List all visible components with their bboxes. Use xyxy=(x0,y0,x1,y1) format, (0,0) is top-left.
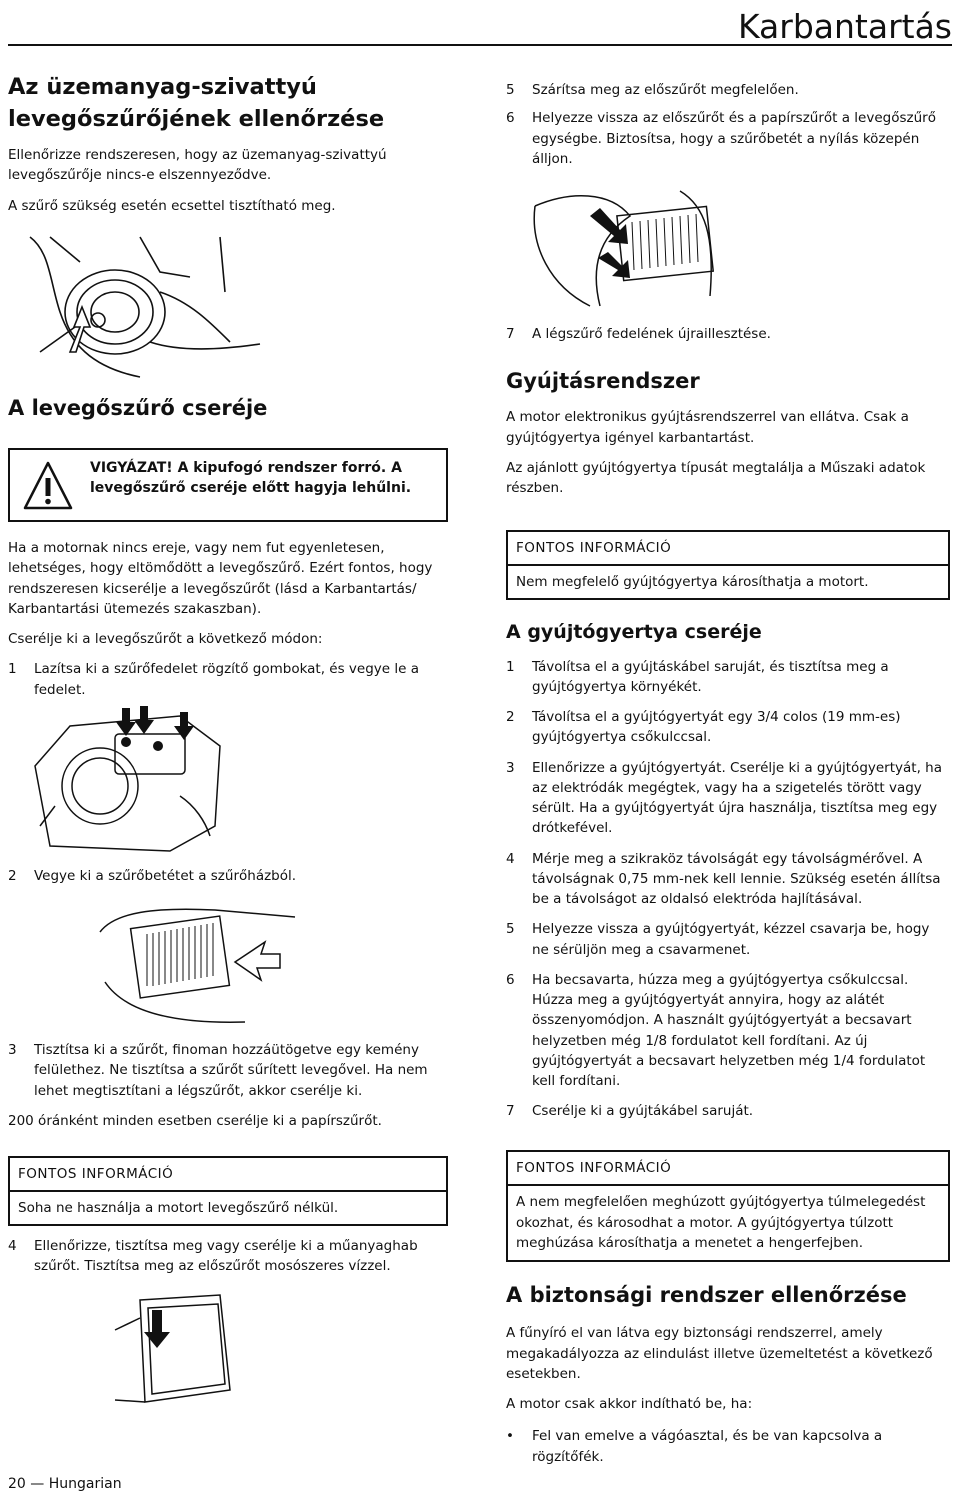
paragraph: Ellenőrizze rendszeresen, hogy az üzemanyag-szivattyú levegőszűrője nincs-e elszennyeződve. xyxy=(8,147,387,184)
step-text: Mérje meg a szikraköz távolságát egy távolságmérővel. A távolságnak 0,75 mm-nek kell lennie. Szükség esetén állítsa be a távolságot az oldalsó elektróda hajlításával. xyxy=(532,850,941,908)
filter-element-illustration xyxy=(95,902,305,1027)
info-box-title: FONTOS INFORMÁCIÓ xyxy=(18,1166,174,1182)
section-safety-system xyxy=(506,1282,950,1467)
section-title-ignition: Gyújtásrendszer xyxy=(506,369,700,393)
step-text: Helyezze vissza az előszűrőt és a papírszűrőt a levegőszűrő egységbe. Biztosítsa, hogy a szűrőbetét a nyílás közepén álljon. xyxy=(532,110,936,167)
steps-5-6-block xyxy=(506,80,950,169)
step-text: Ha becsavarta, húzza meg a gyújtógyertya csőkulccsal. Húzza meg a gyújtógyertyát annyira, hogy az alátét összenyomódjon. A használt gyújtógyertyát a becsavart helyzetben még 1/8 fordulatot kell fordítani. Az új gyújtógyertyát a becsavart helyzetben még 1/4 fordulatot kell fordítani. xyxy=(532,971,926,1090)
step-number: 4 xyxy=(506,850,515,867)
step-text: Ellenőrizze a gyújtógyertyát. Cserélje ki a gyújtógyertyát, ha az elektródák megégtek, vagy ha a szigetelés törött vagy sérült. Ha a gyújtógyertyát újra használja, tisztítsa meg egy drótkefével. xyxy=(532,759,942,837)
step-text: Távolítsa el a gyújtáskábel saruját, és tisztítsa meg a gyújtógyertya környékét. xyxy=(532,658,889,695)
filter-cover-illustration xyxy=(30,706,230,856)
info-box xyxy=(506,530,950,600)
step-number: 6 xyxy=(506,971,515,988)
paragraph: Az ajánlott gyújtógyertya típusát megtalálja a Műszaki adatok részben. xyxy=(506,459,926,497)
step-text: Lazítsa ki a szűrőfedelet rögzítő gombokat, és vegye le a fedelet. xyxy=(34,661,420,698)
step-3-block xyxy=(8,1040,448,1131)
step-number: 4 xyxy=(8,1238,17,1254)
paragraph: A szűrő szükség esetén ecsettel tisztítható meg. xyxy=(8,197,336,214)
filter-reinsertion-illustration xyxy=(530,186,730,310)
info-box-title: FONTOS INFORMÁCIÓ xyxy=(516,1160,672,1176)
step-item xyxy=(506,108,950,169)
paragraph: A motor elektronikus gyújtásrendszerrel van ellátva. Csak a gyújtógyertya igényel karbantartást. xyxy=(506,409,909,446)
section-title-spark-plug: A gyújtógyertya cseréje xyxy=(506,621,762,643)
info-box xyxy=(8,1156,448,1226)
section-spark-plug xyxy=(506,620,950,1122)
warning-line1: VIGYÁZAT! A kipufogó rendszer forró. A xyxy=(90,460,402,476)
step-item xyxy=(506,324,950,344)
step-item xyxy=(506,919,950,960)
step-text: Ellenőrizze, tisztítsa meg vagy cserélje ki a műanyaghab szűrőt. Tisztítsa meg az előszűrőt mosószeres vízzel. xyxy=(34,1238,418,1275)
step-text: Vegye ki a szűrőbetétet a szűrőházból. xyxy=(34,868,297,884)
section-fuel-pump-filter xyxy=(8,72,448,216)
step-item xyxy=(506,970,950,1092)
step-item xyxy=(506,707,950,748)
step-number: 7 xyxy=(506,1103,515,1120)
step-item xyxy=(506,849,950,910)
step-number: 5 xyxy=(506,921,515,938)
footer-dash: — xyxy=(30,1476,45,1492)
footer-language: Hungarian xyxy=(48,1476,122,1492)
info-box-title: FONTOS INFORMÁCIÓ xyxy=(516,540,672,556)
bullet-dot: • xyxy=(506,1428,514,1445)
step-number: 3 xyxy=(506,759,515,776)
warning-text xyxy=(90,458,436,499)
step-text: Cserélje ki a gyújtákábel saruját. xyxy=(532,1103,754,1120)
step-number: 5 xyxy=(506,82,515,98)
step-7-block xyxy=(506,324,950,344)
section-title-air-filter: A levegőszűrő cseréje xyxy=(8,396,268,420)
paragraph: Cserélje ki a levegőszűrőt a következő módon: xyxy=(8,631,323,647)
warning-icon xyxy=(22,460,74,512)
info-box-text: Nem megfelelő gyújtógyertya károsíthatja a motort. xyxy=(516,574,869,591)
step-text: Helyezze vissza a gyújtógyertyát, kézzel csavarja be, hogy ne sérüljön meg a csavarmenet. xyxy=(532,921,930,958)
info-box-text: Soha ne használja a motort levegőszűrő nélkül. xyxy=(18,1200,339,1217)
paragraph: Ha a motornak nincs ereje, vagy nem fut egyenletesen, lehetséges, hogy eltömődött a levegőszűrő. Ezért fontos, hogy rendszeresen kicserélje a levegőszűrőt (lásd a Karbantartás/ Karbantartási ütemezés szakaszban). xyxy=(8,540,433,617)
step-text: Távolítsa el a gyújtógyertyát egy 3/4 colos (19 mm-es) gyújtógyertya csőkulccsal. xyxy=(532,709,901,746)
step-number: 2 xyxy=(506,709,515,726)
step-text: A légszűrő fedelének újraillesztése. xyxy=(532,326,771,342)
fuel-pump-filter-illustration xyxy=(20,232,280,382)
step-text: Szárítsa meg az előszűrőt megfelelően. xyxy=(532,82,799,98)
paragraph: A motor csak akkor indítható be, ha: xyxy=(506,1396,753,1413)
step-number: 3 xyxy=(8,1042,17,1058)
step-number: 1 xyxy=(506,658,515,675)
step-number: 7 xyxy=(506,326,515,342)
bullet-item xyxy=(506,1426,950,1467)
page-footer xyxy=(8,1474,122,1495)
foam-filter-illustration xyxy=(110,1290,240,1410)
step-item xyxy=(8,866,448,886)
paragraph: A fűnyíró el van látva egy biztonsági rendszerrel, amely megakadályozza az elindulást illetve üzemeltetést a következő esetekben. xyxy=(506,1325,933,1382)
air-filter-body xyxy=(8,538,448,700)
page-title: Karbantartás xyxy=(737,7,952,46)
section-title-line2: levegőszűrőjének ellenőrzése xyxy=(8,105,385,132)
step-text: Tisztítsa ki a szűrőt, finoman hozzáütögetve egy kemény felülethez. Ne tisztítsa a szűrőt sűrített levegővel. Ha nem lehet megtisztítani a légszűrőt, akkor cserélje ki. xyxy=(34,1042,428,1099)
page-number: 20 xyxy=(8,1476,26,1492)
section-title-line1: Az üzemanyag-szivattyú xyxy=(8,74,317,100)
step-item xyxy=(506,1101,950,1121)
step-2-block xyxy=(8,866,448,886)
warning-line2: levegőszűrő cseréje előtt hagyja lehűlni. xyxy=(90,480,412,497)
step-number: 6 xyxy=(506,110,515,127)
info-box xyxy=(506,1150,950,1262)
step-number: 1 xyxy=(8,661,17,678)
section-ignition xyxy=(506,368,950,498)
step-item xyxy=(8,1040,448,1101)
step-item xyxy=(506,657,950,698)
header-rule xyxy=(8,44,952,46)
bullet-text: Fel van emelve a vágóasztal, és be van kapcsolva a rögzítőfék. xyxy=(532,1428,883,1465)
warning-box xyxy=(8,448,448,522)
step-item xyxy=(8,659,448,700)
step-number: 2 xyxy=(8,868,17,884)
step-4-block xyxy=(8,1236,448,1277)
paragraph: 200 óránként minden esetben cserélje ki a papírszűrőt. xyxy=(8,1112,382,1129)
info-box-text: A nem megfelelően meghúzott gyújtógyertya túlmelegedést okozhat, és károsodhat a motor. A gyújtógyertya túlzott meghúzása károsíthatja a menetet a hengerfejben. xyxy=(516,1194,926,1251)
step-item xyxy=(8,1236,448,1277)
step-item xyxy=(506,80,950,100)
step-item xyxy=(506,758,950,839)
section-title-safety: A biztonsági rendszer ellenőrzése xyxy=(506,1283,907,1307)
